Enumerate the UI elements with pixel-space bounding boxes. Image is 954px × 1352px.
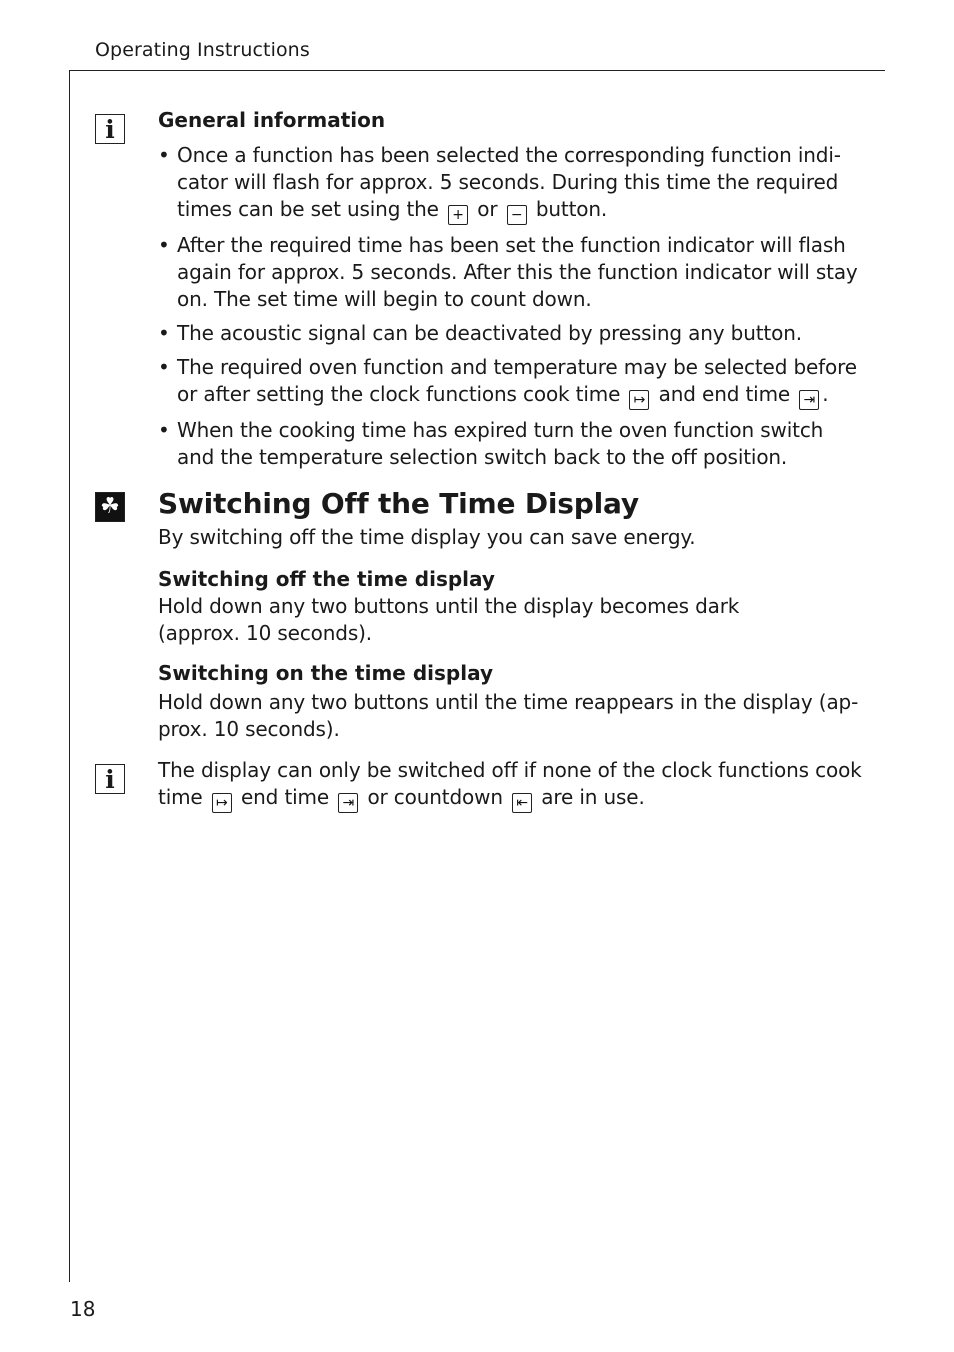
note-text-part: The display can only be switched off if none of the clock functions cook time (158, 758, 862, 809)
list-item: • After the required time has been set the function indicator will flash again for approx. 5 seconds. After this the function indicator will stay on. The set time will begin to count down. (158, 232, 863, 313)
switch-off-text-line-2: (approx. 10 seconds). (158, 621, 372, 645)
bullet-text: button. (529, 197, 608, 221)
note-text (158, 757, 863, 813)
note-section (158, 757, 863, 813)
info-icon: i (95, 114, 125, 144)
section-intro: By switching off the time display you can save energy. (158, 525, 696, 549)
list-item (158, 142, 863, 225)
general-information-heading: General information (158, 108, 386, 132)
end-time-icon: ⇥ (338, 793, 358, 813)
switch-on-text-line-1: Hold down any two buttons until the time reappears in the display (ap- (158, 690, 859, 714)
page-number: 18 (70, 1297, 96, 1321)
info-icon: i (95, 764, 125, 794)
list-item: • The acoustic signal can be deactivated by pressing any button. (158, 320, 863, 347)
header-rule (69, 70, 885, 71)
general-information-list (158, 142, 863, 471)
time-display-section (158, 486, 863, 743)
bullet-text: . (822, 382, 829, 406)
switch-on-text-line-2: prox. 10 seconds). (158, 717, 340, 741)
section-title: Switching Off the Time Display (158, 487, 639, 520)
countdown-icon: ⇤ (512, 793, 532, 813)
list-item: • When the cooking time has expired turn the oven function switch and the temperature selection switch back to the off position. (158, 417, 863, 471)
note-text-part: or countdown (361, 785, 510, 809)
margin-rule (69, 70, 70, 1282)
general-information-section (158, 106, 863, 478)
bullet-text: Once a function has been selected the corresponding function indi-cator will flash for approx. 5 seconds. During this time the required times can be set using the (177, 143, 841, 221)
minus-button-icon: − (507, 205, 527, 225)
cook-time-icon: ↦ (629, 390, 649, 410)
switch-off-text-line-1: Hold down any two buttons until the display becomes dark (158, 594, 740, 618)
note-text-part: end time (234, 785, 336, 809)
bullet-text: or (471, 197, 504, 221)
bullet-text: The required oven function and temperature may be selected before or after setting the clock functions cook time (177, 355, 857, 406)
header-title: Operating Instructions (95, 39, 310, 61)
end-time-icon: ⇥ (799, 390, 819, 410)
switch-off-heading: Switching off the time display (158, 567, 495, 591)
plus-button-icon: + (448, 205, 468, 225)
bullet-text: and end time (652, 382, 797, 406)
list-item (158, 354, 863, 410)
note-text-part: are in use. (535, 785, 645, 809)
cook-time-icon: ↦ (212, 793, 232, 813)
switch-on-heading: Switching on the time display (158, 661, 493, 685)
eco-icon: ☘ (95, 492, 125, 522)
